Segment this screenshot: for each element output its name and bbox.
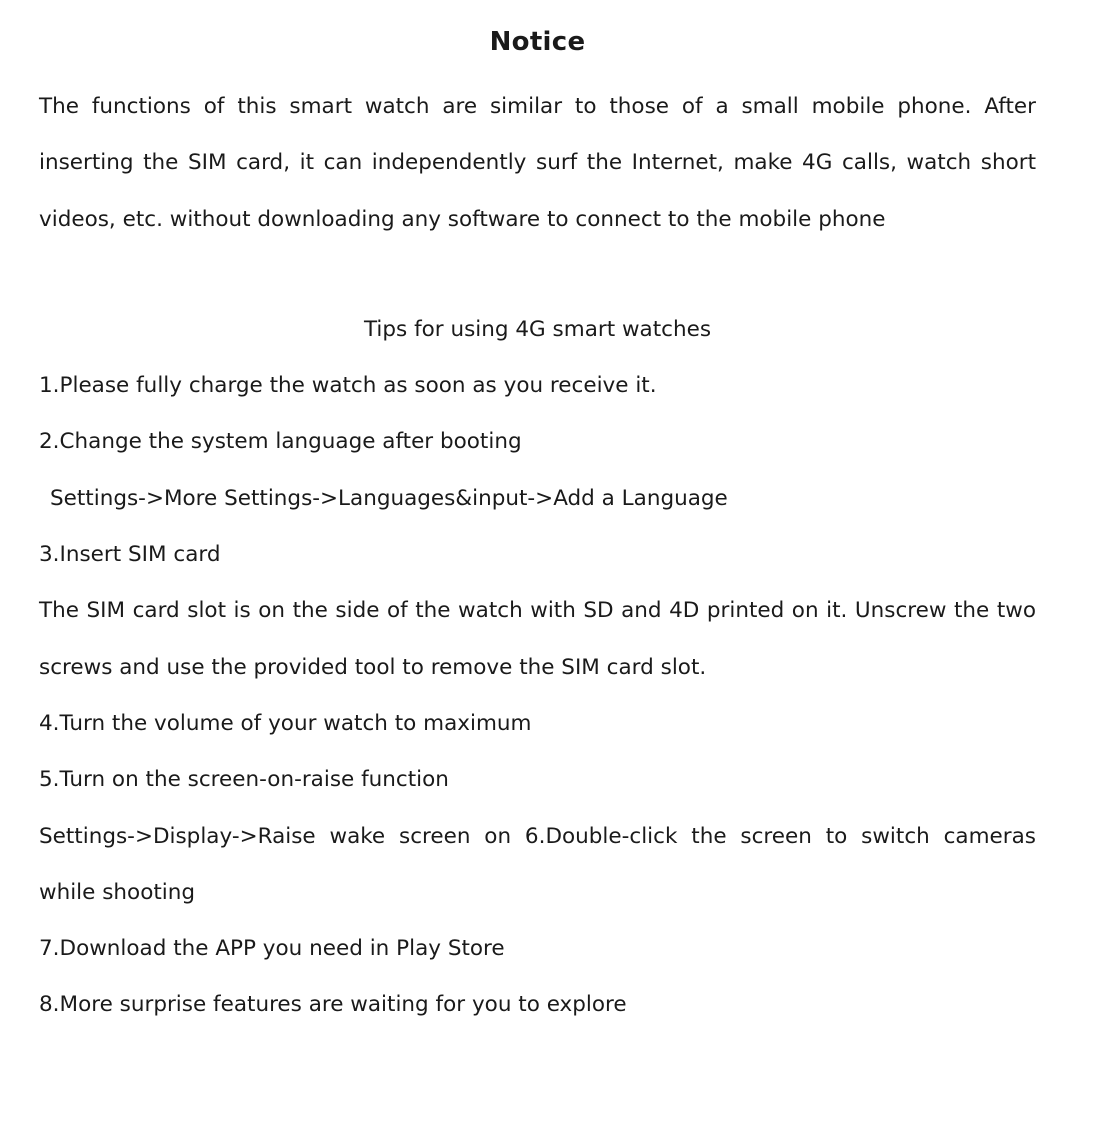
notice-page <box>0 27 1095 1122</box>
tip-2-language: 2.Change the system language after booting <box>39 429 522 455</box>
tip-5-screen-on-raise: 5.Turn on the screen-on-raise function <box>39 767 449 793</box>
tip-4-volume: 4.Turn the volume of your watch to maximum <box>39 710 532 736</box>
tip-8-explore: 8.More surprise features are waiting for you to explore <box>39 992 627 1018</box>
page-title: Notice <box>489 27 586 57</box>
tips-heading: Tips for using 4G smart watches <box>363 316 712 342</box>
tip-5-raise-path-and-tip-6: Settings->Display->Raise wake screen on 6.Double-click the screen to switch cameras while shooting <box>39 823 1036 905</box>
tip-1-charge: 1.Please fully charge the watch as soon as you receive it. <box>39 373 657 399</box>
intro-paragraph: The functions of this smart watch are similar to those of a small mobile phone. After inserting the SIM card, it can independently surf the Internet, make 4G calls, watch short videos, etc. without downloading any software to connect to the mobile phone <box>39 94 1036 232</box>
tip-3-sim-slot-instructions: The SIM card slot is on the side of the watch with SD and 4D printed on it. Unscrew the two screws and use the provided tool to remove the SIM card slot. <box>39 598 1036 680</box>
tips-list <box>39 358 1036 1034</box>
tip-2-language-path: Settings->More Settings->Languages&input->Add a Language <box>50 485 728 511</box>
tip-3-sim-card: 3.Insert SIM card <box>39 542 221 568</box>
tip-7-play-store: 7.Download the APP you need in Play Store <box>39 936 505 962</box>
